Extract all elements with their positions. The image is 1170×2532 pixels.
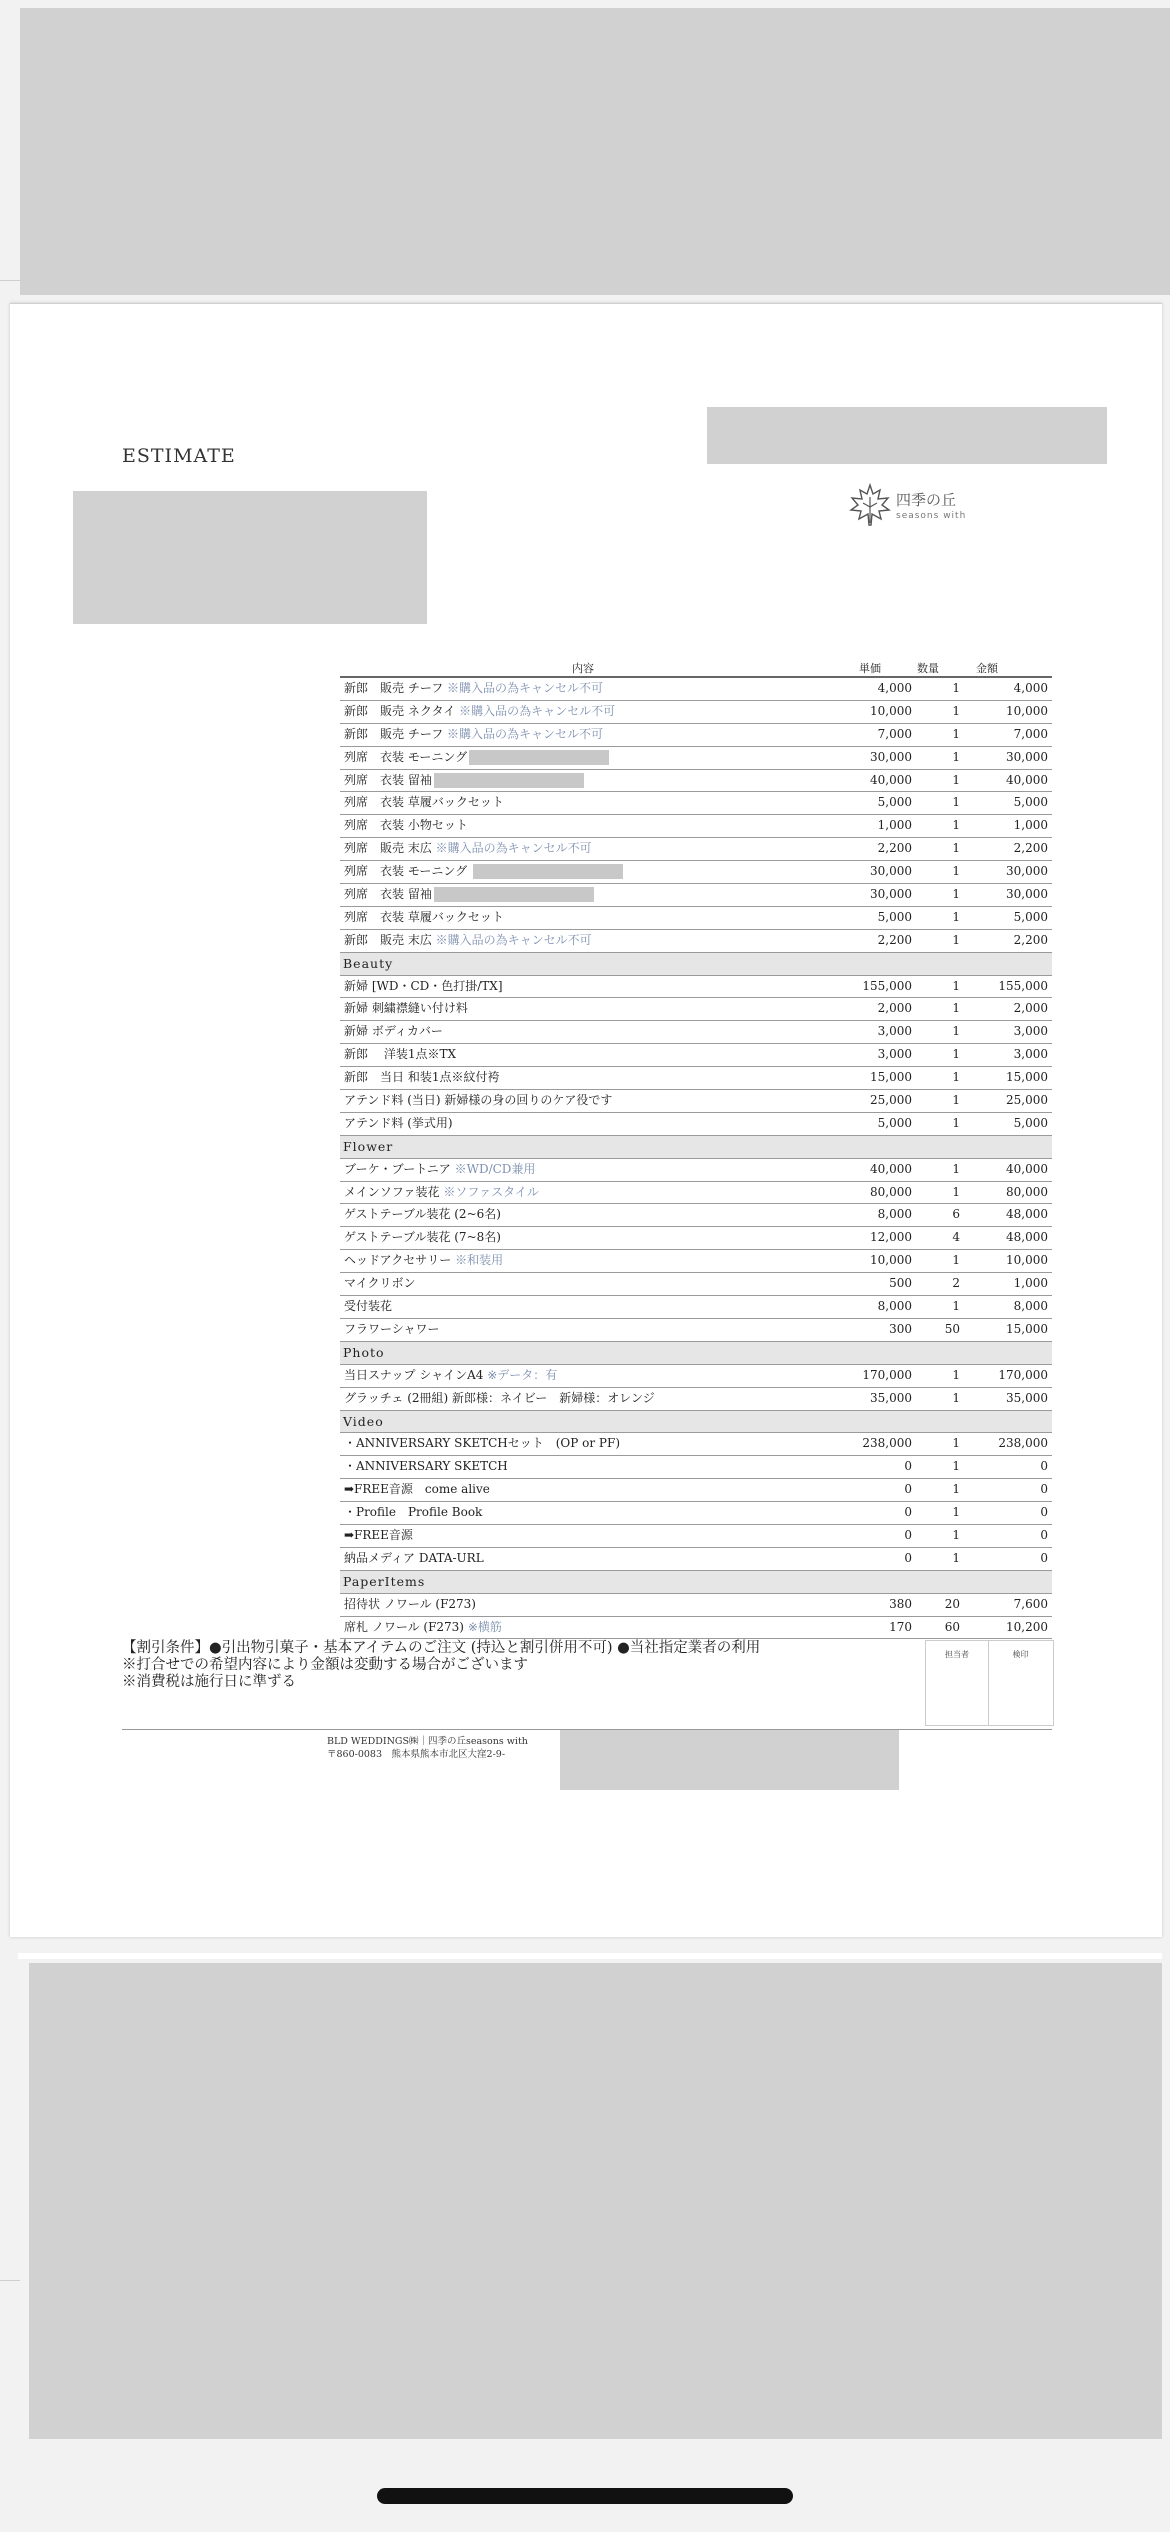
- row-unit-price: 8,000: [877, 1299, 912, 1314]
- redacted-text: [473, 864, 623, 879]
- table-row: [340, 930, 1052, 953]
- row-unit-price: 25,000: [870, 1093, 912, 1108]
- table-row: [340, 998, 1052, 1021]
- row-description: [344, 1617, 502, 1638]
- row-description-text: 新郎 販売 ネクタイ: [344, 703, 460, 718]
- row-quantity: 1: [952, 1070, 960, 1085]
- row-description: [344, 1273, 416, 1294]
- row-description: [344, 861, 623, 882]
- section-label: Beauty: [343, 955, 394, 971]
- row-unit-price: 0: [904, 1459, 912, 1474]
- table-row: [340, 1548, 1052, 1571]
- row-amount: 80,000: [1006, 1184, 1048, 1199]
- row-quantity: 1: [952, 1253, 960, 1268]
- row-description-text: 新婦 [WD・CD・色打掛/TX]: [344, 978, 503, 993]
- row-amount: 0: [1040, 1505, 1048, 1520]
- discount-conditions: [122, 1640, 922, 1691]
- row-description-text: ・ANNIVERSARY SKETCH: [344, 1459, 508, 1474]
- row-amount: 10,000: [1006, 703, 1048, 718]
- row-quantity: 1: [952, 1527, 960, 1542]
- table-row: [340, 1365, 1052, 1388]
- row-description-text: メインソファ装花: [344, 1184, 444, 1199]
- header-unit-price: 単価: [859, 662, 881, 675]
- row-unit-price: 15,000: [870, 1070, 912, 1085]
- table-row: [340, 1044, 1052, 1067]
- row-description: [344, 724, 603, 745]
- header-description: 内容: [572, 662, 594, 675]
- table-row: [340, 1182, 1052, 1205]
- row-unit-price: 10,000: [870, 703, 912, 718]
- row-amount: 5,000: [1013, 1115, 1048, 1130]
- table-row: [340, 1296, 1052, 1319]
- row-amount: 35,000: [1006, 1390, 1048, 1405]
- row-unit-price: 2,200: [877, 932, 912, 947]
- row-amount: 1,000: [1013, 818, 1048, 833]
- row-unit-price: 35,000: [870, 1390, 912, 1405]
- row-description-text: グラッチェ (2冊組) 新郎様：ネイビー 新婦様：オレンジ: [344, 1390, 655, 1405]
- table-body: [340, 678, 1052, 1639]
- redacted-footer-info: [560, 1730, 899, 1790]
- document-title: ESTIMATE: [122, 445, 236, 467]
- table-row: [340, 747, 1052, 770]
- home-indicator[interactable]: [377, 2488, 793, 2504]
- row-amount: 1,000: [1013, 1276, 1048, 1291]
- header-amount: 金額: [976, 662, 998, 675]
- row-quantity: 1: [952, 681, 960, 695]
- stamp-label-staff: 担当者: [926, 1641, 989, 1725]
- row-quantity: 1: [952, 978, 960, 993]
- table-row: [340, 815, 1052, 838]
- row-amount: 15,000: [1006, 1321, 1048, 1336]
- footer-address: 〒860-0083 熊本県熊本市北区大窪2-9-: [327, 1749, 506, 1760]
- row-description-text: ➡FREE音源 come alive: [344, 1482, 490, 1497]
- row-unit-price: 30,000: [870, 887, 912, 902]
- table-row: [340, 1433, 1052, 1456]
- row-description: [344, 1296, 392, 1317]
- redacted-page-above: [20, 8, 1170, 295]
- row-quantity: 1: [952, 887, 960, 902]
- row-quantity: 1: [952, 818, 960, 833]
- row-description-text: アテンド料 (当日) 新婦様の身の回りのケア役です: [344, 1093, 613, 1108]
- row-unit-price: 8,000: [877, 1207, 912, 1222]
- stamp-box: [925, 1640, 1054, 1726]
- row-quantity: 1: [952, 841, 960, 856]
- row-quantity: 2: [952, 1276, 960, 1291]
- row-quantity: 50: [944, 1321, 960, 1336]
- row-description-text: 列席 衣装 留袖: [344, 887, 432, 902]
- row-quantity: 1: [952, 1550, 960, 1565]
- row-quantity: 1: [952, 1505, 960, 1520]
- section-label: Photo: [343, 1344, 385, 1360]
- next-page-edge: [18, 1953, 1162, 1959]
- table-row: [340, 1090, 1052, 1113]
- table-row: [340, 976, 1052, 999]
- row-amount: 2,200: [1013, 932, 1048, 947]
- row-amount: 0: [1040, 1482, 1048, 1497]
- row-note: ※購入品の為キャンセル不可: [447, 726, 604, 741]
- row-description: [344, 1182, 539, 1203]
- row-note: ※WD/CD兼用: [454, 1161, 536, 1176]
- row-note: ※購入品の為キャンセル不可: [435, 932, 592, 947]
- row-description: [344, 907, 504, 928]
- table-row: [340, 792, 1052, 815]
- row-description-text: 列席 販売 末広: [344, 841, 436, 856]
- row-amount: 238,000: [998, 1436, 1048, 1451]
- row-amount: 7,600: [1013, 1596, 1048, 1611]
- row-unit-price: 0: [904, 1482, 912, 1497]
- row-unit-price: 80,000: [870, 1184, 912, 1199]
- row-unit-price: 3,000: [877, 1047, 912, 1062]
- row-amount: 30,000: [1006, 887, 1048, 902]
- row-description-text: マイクリボン: [344, 1276, 416, 1291]
- page-edge-mark: [0, 280, 20, 281]
- row-amount: 30,000: [1006, 864, 1048, 879]
- row-quantity: 1: [952, 1115, 960, 1130]
- footer-company-info: [327, 1735, 528, 1761]
- row-description-text: 新郎 販売 チーフ: [344, 726, 448, 741]
- table-row: [340, 884, 1052, 907]
- row-description-text: アテンド料 (挙式用): [344, 1115, 453, 1130]
- row-description: [344, 747, 609, 768]
- section-header: [340, 953, 1052, 976]
- row-amount: 5,000: [1013, 909, 1048, 924]
- redacted-header-info: [707, 407, 1107, 464]
- row-unit-price: 12,000: [870, 1230, 912, 1245]
- row-description: [344, 701, 615, 722]
- row-description: [344, 815, 468, 836]
- row-quantity: 1: [952, 1367, 960, 1382]
- row-description: [344, 1456, 508, 1477]
- redacted-page-below: [29, 1963, 1162, 2439]
- row-amount: 3,000: [1013, 1024, 1048, 1039]
- table-row: [340, 1159, 1052, 1182]
- row-description: [344, 1067, 499, 1088]
- table-row: [340, 838, 1052, 861]
- row-quantity: 1: [952, 1161, 960, 1176]
- row-description-text: 列席 衣装 モーニング: [344, 749, 468, 764]
- row-quantity: 1: [952, 1001, 960, 1016]
- row-description: [344, 1433, 620, 1454]
- table-row: [340, 701, 1052, 724]
- row-amount: 3,000: [1013, 1047, 1048, 1062]
- row-description-text: ・Profile Profile Book: [344, 1505, 483, 1520]
- row-amount: 40,000: [1006, 1161, 1048, 1176]
- row-description-text: 招待状 ノワール (F273): [344, 1596, 476, 1611]
- row-description-text: 列席 衣装 草履バックセット: [344, 795, 504, 810]
- row-description: [344, 1479, 490, 1500]
- row-quantity: 1: [952, 1390, 960, 1405]
- row-quantity: 1: [952, 795, 960, 810]
- row-unit-price: 155,000: [862, 978, 912, 993]
- table-row: [340, 1525, 1052, 1548]
- maple-leaf-icon: [848, 483, 892, 527]
- row-note: ※購入品の為キャンセル不可: [447, 681, 604, 695]
- table-row: [340, 1617, 1052, 1640]
- row-unit-price: 238,000: [862, 1436, 912, 1451]
- row-quantity: 1: [952, 1299, 960, 1314]
- table-header: [340, 659, 1052, 678]
- row-quantity: 4: [952, 1230, 960, 1245]
- row-amount: 48,000: [1006, 1207, 1048, 1222]
- row-amount: 30,000: [1006, 749, 1048, 764]
- logo-name-en: seasons with: [896, 511, 967, 521]
- table-row: [340, 1479, 1052, 1502]
- row-description: [344, 838, 592, 859]
- row-unit-price: 170,000: [862, 1367, 912, 1382]
- condition-line: ※打合せでの希望内容により金額は変動する場合がございます: [122, 1657, 528, 1673]
- row-description-text: 新郎 販売 末広: [344, 932, 436, 947]
- table-row: [340, 1319, 1052, 1342]
- row-unit-price: 0: [904, 1550, 912, 1565]
- row-amount: 4,000: [1013, 681, 1048, 695]
- row-unit-price: 2,000: [877, 1001, 912, 1016]
- row-unit-price: 170: [889, 1619, 912, 1634]
- row-description-text: ➡FREE音源: [344, 1527, 413, 1542]
- row-amount: 5,000: [1013, 795, 1048, 810]
- redacted-recipient-block: [73, 491, 427, 624]
- row-note: ※ソファスタイル: [443, 1184, 539, 1199]
- row-quantity: 1: [952, 932, 960, 947]
- row-description: [344, 998, 468, 1019]
- row-description-text: 受付装花: [344, 1299, 393, 1314]
- row-unit-price: 2,200: [877, 841, 912, 856]
- row-description-text: 新郎 当日 和装1点※紋付袴: [344, 1070, 500, 1085]
- row-description-text: ゲストテーブル装花 (7~8名): [344, 1230, 501, 1245]
- row-description: [344, 1090, 612, 1111]
- page-edge-mark: [0, 2280, 20, 2281]
- row-description: [344, 1365, 557, 1386]
- section-header: [340, 1411, 1052, 1434]
- table-row: [340, 724, 1052, 747]
- row-description-text: 列席 衣装 草履バックセット: [344, 909, 504, 924]
- row-quantity: 1: [952, 726, 960, 741]
- row-quantity: 1: [952, 909, 960, 924]
- row-quantity: 1: [952, 864, 960, 879]
- table-row: [340, 1067, 1052, 1090]
- table-row: [340, 1204, 1052, 1227]
- row-quantity: 1: [952, 1024, 960, 1039]
- row-description: [344, 770, 584, 791]
- row-unit-price: 3,000: [877, 1024, 912, 1039]
- row-description: [344, 792, 504, 813]
- row-quantity: 1: [952, 772, 960, 787]
- row-amount: 0: [1040, 1459, 1048, 1474]
- table-row: [340, 1227, 1052, 1250]
- row-unit-price: 5,000: [877, 795, 912, 810]
- section-label: Flower: [343, 1138, 394, 1154]
- row-amount: 25,000: [1006, 1093, 1048, 1108]
- row-description: [344, 884, 594, 905]
- table-row: [340, 1113, 1052, 1136]
- row-description: [344, 1204, 501, 1225]
- row-description: [344, 1388, 655, 1409]
- row-description-text: 新婦 ボディカバー: [344, 1024, 443, 1039]
- table-row: [340, 1594, 1052, 1617]
- row-description: [344, 976, 503, 997]
- table-row: [340, 1021, 1052, 1044]
- row-amount: 10,000: [1006, 1253, 1048, 1268]
- row-amount: 48,000: [1006, 1230, 1048, 1245]
- row-description: [344, 930, 592, 951]
- logo-name-jp: 四季の丘: [896, 491, 957, 509]
- row-unit-price: 40,000: [870, 772, 912, 787]
- row-unit-price: 4,000: [877, 681, 912, 695]
- row-quantity: 1: [952, 1482, 960, 1497]
- row-description: [344, 1525, 413, 1546]
- section-label: Video: [343, 1413, 384, 1429]
- table-row: [340, 770, 1052, 793]
- row-unit-price: 300: [889, 1321, 912, 1336]
- row-unit-price: 7,000: [877, 726, 912, 741]
- row-quantity: 1: [952, 1047, 960, 1062]
- table-row: [340, 1456, 1052, 1479]
- row-note: ※和装用: [455, 1253, 504, 1268]
- section-label: PaperItems: [343, 1573, 426, 1589]
- row-quantity: 1: [952, 1184, 960, 1199]
- row-quantity: 1: [952, 703, 960, 718]
- row-description: [344, 1227, 501, 1248]
- row-amount: 155,000: [998, 978, 1048, 993]
- row-description: [344, 1548, 484, 1569]
- row-description: [344, 1159, 535, 1180]
- section-header: [340, 1136, 1052, 1159]
- redacted-text: [434, 773, 584, 788]
- row-description: [344, 1594, 476, 1615]
- row-description-text: ・ANNIVERSARY SKETCHセット (OP or PF): [344, 1436, 621, 1451]
- header-quantity: 数量: [917, 662, 939, 675]
- row-unit-price: 30,000: [870, 864, 912, 879]
- row-quantity: 6: [952, 1207, 960, 1222]
- row-quantity: 1: [952, 1459, 960, 1474]
- row-description-text: フラワーシャワー: [344, 1321, 440, 1336]
- row-description: [344, 1044, 456, 1065]
- row-description-text: 列席 衣装 モーニング: [344, 864, 471, 879]
- table-row: [340, 907, 1052, 930]
- table-row: [340, 678, 1052, 701]
- section-header: [340, 1342, 1052, 1365]
- row-description-text: 納品メディア DATA-URL: [344, 1550, 484, 1565]
- redacted-text: [434, 887, 594, 902]
- row-description-text: 新婦 刺繍襟縫い付け料: [344, 1001, 468, 1016]
- row-note: ※購入品の為キャンセル不可: [459, 703, 616, 718]
- row-unit-price: 10,000: [870, 1253, 912, 1268]
- row-unit-price: 380: [889, 1596, 912, 1611]
- row-amount: 0: [1040, 1550, 1048, 1565]
- row-unit-price: 40,000: [870, 1161, 912, 1176]
- condition-line: ※消費税は施行日に準ずる: [122, 1674, 296, 1690]
- redacted-text: [469, 750, 609, 765]
- row-amount: 15,000: [1006, 1070, 1048, 1085]
- row-description: [344, 1319, 440, 1340]
- row-quantity: 60: [944, 1619, 960, 1634]
- row-unit-price: 5,000: [877, 1115, 912, 1130]
- row-amount: 170,000: [998, 1367, 1048, 1382]
- table-row: [340, 1273, 1052, 1296]
- row-amount: 10,200: [1006, 1619, 1048, 1634]
- company-logo: [848, 483, 998, 531]
- row-unit-price: 1,000: [877, 818, 912, 833]
- row-amount: 0: [1040, 1527, 1048, 1542]
- row-quantity: 1: [952, 749, 960, 764]
- row-quantity: 1: [952, 1436, 960, 1451]
- row-description: [344, 1502, 482, 1523]
- row-description: [344, 678, 603, 699]
- row-description: [344, 1113, 453, 1134]
- table-row: [340, 1250, 1052, 1273]
- row-description-text: ヘッドアクセサリー: [344, 1253, 456, 1268]
- row-amount: 2,200: [1013, 841, 1048, 856]
- row-note: ※購入品の為キャンセル不可: [435, 841, 592, 856]
- row-description-text: 新郎 洋装1点※TX: [344, 1047, 456, 1062]
- table-row: [340, 1388, 1052, 1411]
- row-amount: 2,000: [1013, 1001, 1048, 1016]
- row-amount: 8,000: [1013, 1299, 1048, 1314]
- row-description: [344, 1021, 443, 1042]
- row-unit-price: 500: [889, 1276, 912, 1291]
- row-description-text: 列席 衣装 小物セット: [344, 818, 468, 833]
- row-description-text: ゲストテーブル装花 (2~6名): [344, 1207, 501, 1222]
- row-description-text: 席札 ノワール (F273): [344, 1619, 468, 1634]
- row-note: ※横筋: [467, 1619, 502, 1634]
- row-amount: 40,000: [1006, 772, 1048, 787]
- row-description-text: ブーケ・ブートニア: [344, 1161, 455, 1176]
- estimate-table: [340, 659, 1052, 1639]
- row-quantity: 20: [944, 1596, 960, 1611]
- row-quantity: 1: [952, 1093, 960, 1108]
- row-description-text: 列席 衣装 留袖: [344, 772, 432, 787]
- condition-line: 【割引条件】●引出物引菓子・基本アイテムのご注文 (持込と割引併用不可) ●当社指定業者の利用: [122, 1640, 761, 1656]
- section-header: [340, 1571, 1052, 1594]
- row-unit-price: 0: [904, 1505, 912, 1520]
- row-note: ※データ：有: [487, 1367, 558, 1382]
- table-row: [340, 1502, 1052, 1525]
- footer-company-name: BLD WEDDINGS㈱｜四季の丘seasons with: [327, 1736, 528, 1747]
- table-row: [340, 861, 1052, 884]
- row-amount: 7,000: [1013, 726, 1048, 741]
- row-description-text: 当日スナップ シャインA4: [344, 1367, 488, 1382]
- row-unit-price: 5,000: [877, 909, 912, 924]
- row-unit-price: 30,000: [870, 749, 912, 764]
- row-unit-price: 0: [904, 1527, 912, 1542]
- stamp-label-inspection: 検印: [1012, 1650, 1029, 1659]
- row-description: [344, 1250, 503, 1271]
- row-description-text: 新郎 販売 チーフ: [344, 681, 448, 695]
